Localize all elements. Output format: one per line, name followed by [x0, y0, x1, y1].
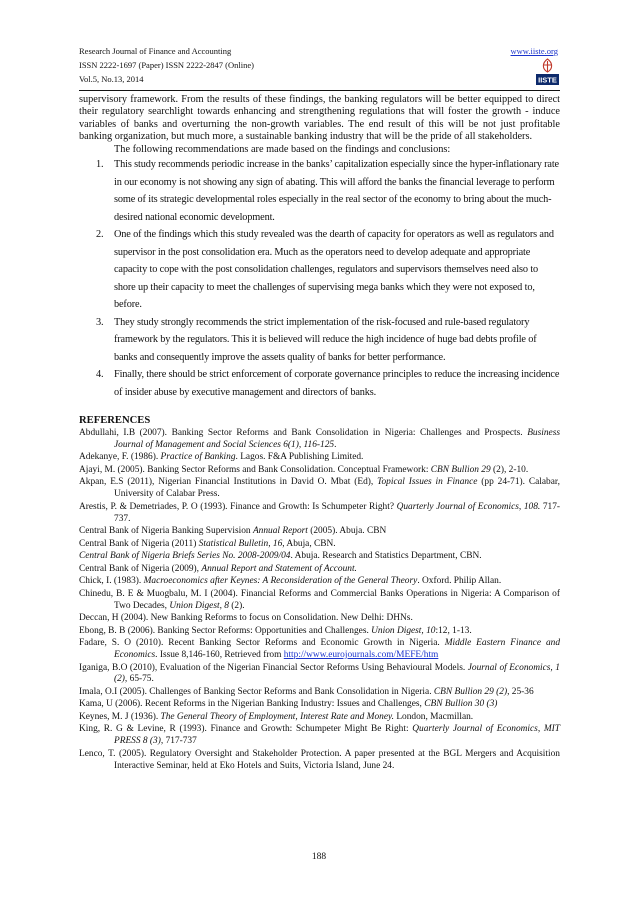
reference-text: . Lagos. F&A Publishing Limited.: [235, 452, 364, 463]
reference-text: Ajayi, M. (2005). Banking Sector Reforms and Bank Consolidation. Conceptual Framework:: [79, 464, 431, 475]
reference-entry: [79, 526, 560, 538]
reference-text: 717-737.: [114, 501, 560, 524]
reference-title: Macroeconomics after Keynes: A Reconsideration of the General Theory: [143, 576, 418, 587]
recommendation-item: [79, 226, 560, 314]
reference-entry: [79, 613, 560, 625]
reference-entry: [79, 452, 560, 464]
recommendation-number: 4.: [96, 369, 104, 381]
recommendation-item: [79, 156, 560, 226]
reference-entry: [79, 589, 560, 613]
reference-link[interactable]: http://www.eurojournals.com/MEFE/htm: [283, 650, 439, 661]
reference-text: Adekanye, F. (1986).: [79, 452, 161, 463]
reference-entry: [79, 564, 560, 576]
journal-url-link[interactable]: www.iiste.org: [510, 46, 558, 56]
reference-title: Union Digest, 10: [371, 625, 436, 636]
reference-entry: [79, 551, 560, 563]
reference-text: :12, 1-13.: [435, 625, 472, 636]
reference-entry: [79, 502, 560, 526]
reference-text: Lenco, T. (2005). Regulatory Oversight and Stakeholder Protection. A paper presented at the BGL Mergers and Acquisition Interactive Seminar, held at Eko Hotels and Suits, Victoria Island, June 24.: [79, 748, 560, 771]
reference-title: Statistical Bulletin, 16: [198, 538, 283, 549]
reference-entry: [79, 638, 560, 662]
reference-text: Arestis, P. & Demetriades, P. O (1993). Finance and Growth: Is Schumpeter Right?: [79, 501, 397, 512]
reference-entry: [79, 539, 560, 551]
reference-text: . Abuja. Research and Statistics Department, CBN.: [290, 551, 482, 562]
recommendation-item: [79, 314, 560, 367]
recommendation-text: This study recommends periodic increase in the banks’ capitalization especially since the hyper-inflationary rate in our economy is not showing any sign of abating. This will afford the banks the financial leverage to perform some of its strategic developmental roles especially in the real sector of the economy to bring about the much-desired national economic development.: [114, 159, 559, 223]
reference-title: Annual Report and Statement of Account.: [201, 563, 357, 574]
reference-text: Chinedu, B. E & Muogbalu, M. I (2004). Financial Reforms and Commercial Banks Operations in Nigeria: A Comparison of Two Decades,: [79, 588, 560, 611]
reference-text: 25-36: [509, 686, 534, 697]
header-divider: [79, 90, 560, 91]
references-list: [79, 428, 560, 773]
reference-title: CBN Bullion 30 (3): [424, 699, 498, 710]
reference-text: Abdullahi, I.B (2007). Banking Sector Reforms and Bank Consolidation in Nigeria: Challenges and Prospects.: [79, 428, 528, 439]
reference-entry: [79, 428, 560, 452]
page-number: 188: [311, 852, 327, 862]
intro-paragraph: supervisory framework. From the results of these findings, the banking regulators will be better equipped to direct their regulatory searchlight towards enhancing and strengthening regulations that will foster the growth - induce variables of banks and overturning the non-growth variables. The end result of this will be not just profitable banking organization, but much more, a sustainable banking industry that will be the pride of all stakeholders.: [79, 94, 560, 143]
reference-text: . Oxford. Philip Allan.: [417, 576, 502, 587]
reference-text: (2).: [228, 600, 245, 611]
recommendation-number: 3.: [96, 316, 104, 328]
logo-text: IISTE: [538, 75, 557, 85]
references-heading: REFERENCES: [79, 415, 151, 427]
reference-title: Annual Report: [252, 526, 308, 537]
reference-text: Imala, O.I (2005). Challenges of Banking Sector Reforms and Bank Consolidation in Nigeria.: [79, 686, 434, 697]
reference-text: .: [334, 439, 337, 450]
reference-entry: [79, 699, 560, 711]
reference-title: Business Journal of Management and Social Sciences 6(1), 116-125: [114, 428, 560, 450]
reference-text: Deccan, H (2004). New Banking Reforms to focus on Consolidation. New Delhi: DHNs.: [79, 613, 413, 624]
reference-text: Ebong, B. B (2006). Banking Sector Reforms: Opportunities and Challenges.: [79, 625, 372, 636]
journal-title: Research Journal of Finance and Accounting: [79, 46, 232, 56]
recommendation-text: They study strongly recommends the strict implementation of the risk-focused and rule-based regulatory framework by the regulators. This it is believed will reduce the high incidence of huge bad debts profile of banks and consequently improve the assets quality of banks for better performance.: [114, 316, 537, 363]
reference-entry: [79, 477, 560, 501]
reference-text: Central Bank of Nigeria (2009),: [79, 563, 202, 574]
volume-line: Vol.5, No.13, 2014: [79, 74, 144, 84]
issn-line: ISSN 2222-1697 (Paper) ISSN 2222-2847 (Online): [79, 60, 254, 70]
reference-entry: [79, 576, 560, 588]
reference-title: Central Bank of Nigeria Briefs Series No. 2008-2009/04: [79, 551, 291, 562]
reference-title: Middle Eastern Finance and Economics: [114, 638, 561, 661]
reference-entry: [79, 712, 560, 724]
reference-text: London, Macmillan.: [393, 711, 474, 722]
reference-entry: [79, 724, 560, 748]
reference-title: The General Theory of Employment, Interest Rate and Money.: [160, 711, 394, 722]
reference-text: Chick, I. (1983).: [79, 576, 144, 587]
iiste-logo: [535, 57, 560, 86]
reference-text: Fadare, S. O (2010). Recent Banking Sector Reforms and Economic Growth in Nigeria.: [79, 638, 445, 649]
reference-title: Journal of Economics, 1 (2),: [114, 662, 560, 685]
reference-text: (2), 2-10.: [490, 464, 529, 475]
reference-entry: [79, 687, 560, 699]
reference-entry: [79, 749, 560, 773]
recommendation-text: Finally, there should be strict enforcement of corporate governance principles to reduce the increasing incidence of insider abuse by executive management and directors of banks.: [114, 369, 560, 398]
reference-entry: [79, 663, 560, 687]
reference-title: CBN Bullion 29: [430, 464, 491, 475]
reference-text: (pp 24-71). Calabar, University of Calabar Press.: [114, 477, 560, 500]
reference-text: Akpan, E.S (2011), Nigerian Financial Institutions in David O. Mbat (Ed),: [79, 477, 378, 488]
reference-title: Quarterly Journal of Economics, MIT PRESS 8 (3),: [114, 724, 560, 747]
reference-text: . Issue 8,146-160, Retrieved from: [155, 650, 284, 661]
reference-text: Central Bank of Nigeria (2011): [79, 538, 199, 549]
reference-text: (2005). Abuja. CBN: [307, 526, 387, 537]
recommendation-item: [79, 366, 560, 401]
main-content: [79, 94, 560, 773]
reference-text: Keynes, M. J (1936).: [79, 711, 161, 722]
reference-entry: [79, 626, 560, 638]
recommendations-list: [79, 156, 560, 401]
reference-text: Kama, U (2006). Recent Reforms in the Nigerian Banking Industry: Issues and Challenges,: [79, 699, 425, 710]
reference-title: CBN Bullion 29 (2),: [433, 686, 510, 697]
reference-title: Practice of Banking: [160, 452, 236, 463]
reference-title: Quarterly Journal of Economics, 108.: [396, 501, 541, 512]
recommendation-number: 1.: [96, 159, 104, 171]
reference-text: King, R. G & Levine, R (1993). Finance and Growth: Schumpeter Might Be Right:: [79, 724, 413, 735]
reference-text: Central Bank of Nigeria Banking Supervision: [79, 526, 253, 537]
reference-text: 65-75.: [127, 674, 154, 685]
reference-title: Topical Issues in Finance: [377, 477, 478, 488]
reference-entry: [79, 465, 560, 477]
reference-text: Iganiga, B.O (2010), Evaluation of the Nigerian Financial Sector Reforms Using Behavioural Models.: [79, 662, 468, 673]
recommendations-lead: The following recommendations are made based on the findings and conclusions:: [114, 143, 451, 155]
reference-text: , Abuja, CBN.: [282, 538, 336, 549]
reference-text: 717-737: [163, 736, 197, 747]
reference-title: Union Digest, 8: [169, 600, 229, 611]
recommendation-text: One of the findings which this study revealed was the dearth of capacity for operators as well as regulators and supervisor in the post consolidation era. Much as the operators need to develop adequate and appropriate capacity to cope with the post consolidation challenges, regulators and supervisors themselves need also to shore up their capacity to meet the challenges of supervising mega banks which they were not exposed to, before.: [114, 229, 554, 311]
recommendation-number: 2.: [96, 229, 104, 241]
